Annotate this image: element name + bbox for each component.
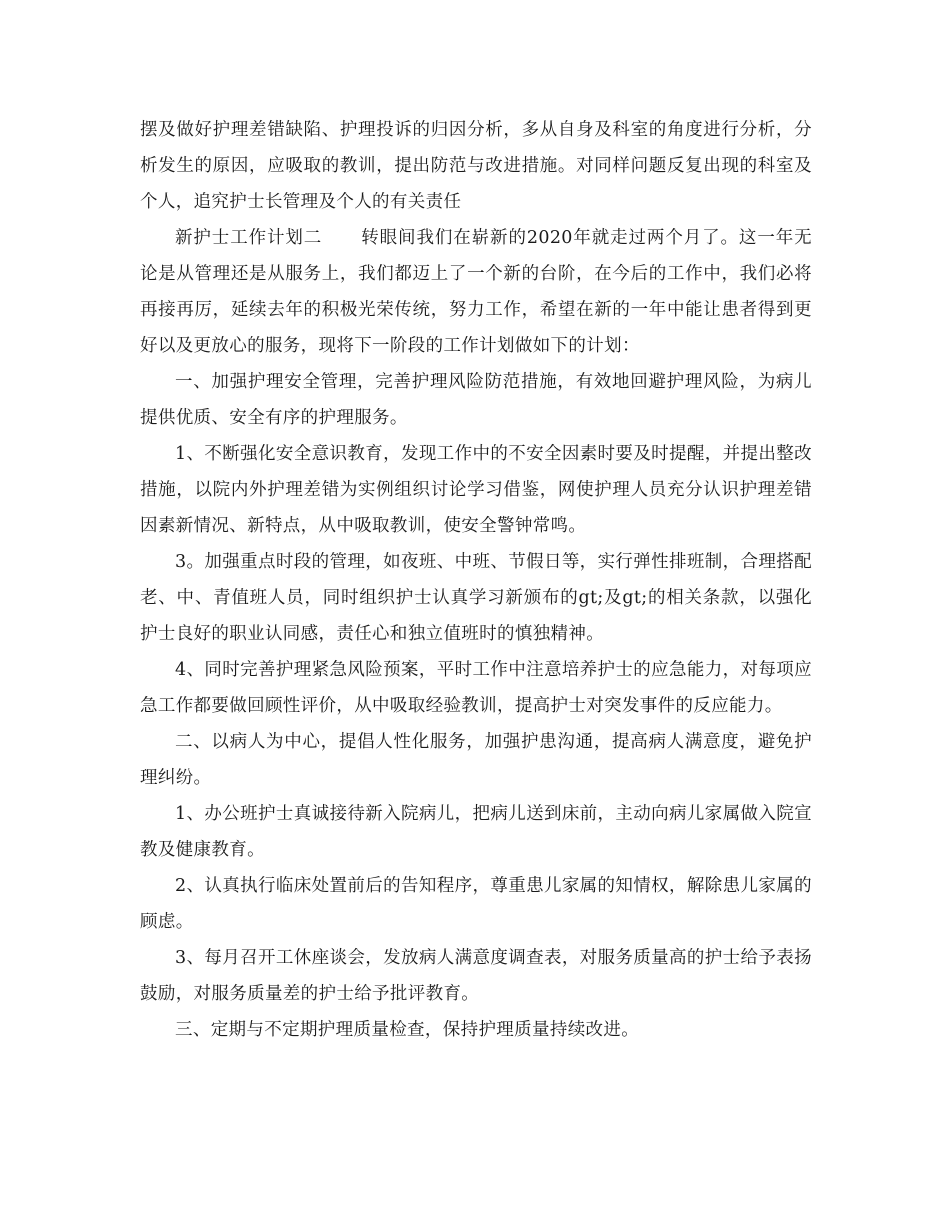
section-heading: 新护士工作计划二 — [175, 228, 323, 248]
paragraph-10: 3、每月召开工休座谈会，发放病人满意度调查表，对服务质量高的护士给予表扬鼓励，对服务质量差的护士给予批评教育。 — [140, 948, 812, 1004]
document-body — [140, 112, 812, 1048]
paragraph-2 — [140, 220, 812, 364]
paragraph-6: 4、同时完善护理紧急风险预案，平时工作中注意培养护士的应急能力，对每项应急工作都要做回顾性评价，从中吸取经验教训，提高护士对突发事件的反应能力。 — [140, 660, 812, 716]
paragraph-5: 3。加强重点时段的管理，如夜班、中班、节假日等，实行弹性排班制，合理搭配老、中、青值班人员，同时组织护士认真学习新颁布的gt;及gt;的相关条款，以强化护士良好的职业认同感，责任心和独立值班时的慎独精神。 — [140, 552, 812, 644]
paragraph-1: 摆及做好护理差错缺陷、护理投诉的归因分析，多从自身及科室的角度进行分析，分析发生的原因，应吸取的教训，提出防范与改进措施。对同样问题反复出现的科室及个人，追究护士长管理及个人的有关责任 — [140, 120, 812, 212]
paragraph-9: 2、认真执行临床处置前后的告知程序，尊重患儿家属的知情权，解除患儿家属的顾虑。 — [140, 876, 812, 932]
paragraph-8: 1、办公班护士真诚接待新入院病儿，把病儿送到床前，主动向病儿家属做入院宣教及健康教育。 — [140, 804, 812, 860]
paragraph-4: 1、不断强化安全意识教育，发现工作中的不安全因素时要及时提醒，并提出整改措施，以院内外护理差错为实例组织讨论学习借鉴，网使护理人员充分认识护理差错因素新情况、新特点，从中吸取教训，使安全警钟常鸣。 — [140, 444, 812, 536]
paragraph-3: 一、加强护理安全管理，完善护理风险防范措施，有效地回避护理风险，为病儿提供优质、安全有序的护理服务。 — [140, 372, 812, 428]
paragraph-2-text: 转眼间我们在崭新的2020年就走过两个月了。这一年无论是从管理还是从服务上，我们都迈上了一个新的台阶，在今后的工作中，我们必将再接再厉，延续去年的积极光荣传统，努力工作，希望在新的一年中能让患者得到更好以及更放心的服务，现将下一阶段的工作计划做如下的计划： — [140, 228, 812, 356]
paragraph-7: 二、以病人为中心，提倡人性化服务，加强护患沟通，提高病人满意度，避免护理纠纷。 — [140, 732, 812, 788]
paragraph-11: 三、定期与不定期护理质量检查，保持护理质量持续改进。 — [175, 1020, 640, 1040]
